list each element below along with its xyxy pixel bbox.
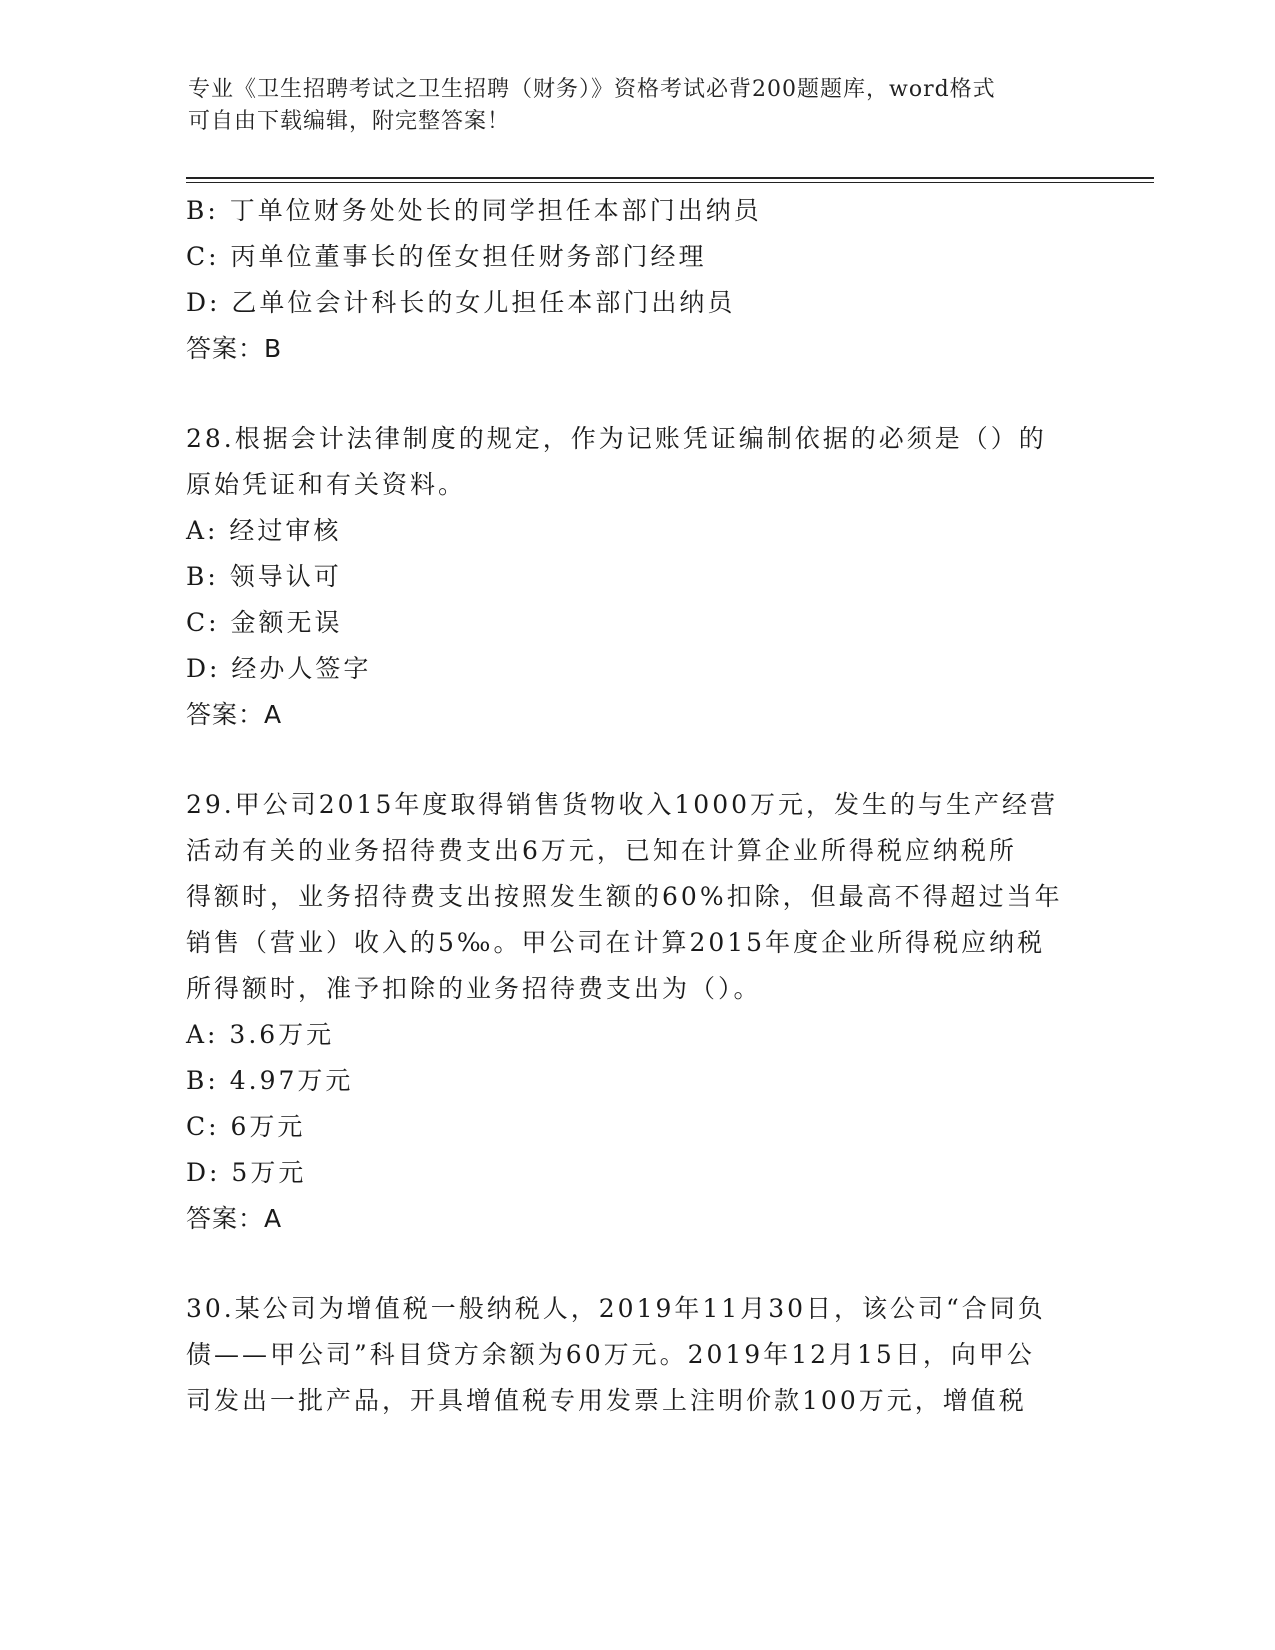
question-spacer	[186, 372, 1086, 416]
question-stem-line: 原始凭证和有关资料。	[186, 470, 467, 499]
header-divider-thin	[186, 182, 1154, 183]
question-27-tail	[186, 188, 1086, 372]
question-30	[186, 1286, 1086, 1424]
option-a: A: 经过审核	[186, 516, 342, 545]
option-d: D: 乙单位会计科长的女儿担任本部门出纳员	[186, 288, 736, 317]
question-spacer	[186, 1242, 1086, 1286]
option-b: B: 丁单位财务处处长的同学担任本部门出纳员	[186, 196, 762, 225]
header-line-1: 专业《卫生招聘考试之卫生招聘（财务）》资格考试必背200题题库，word格式	[188, 77, 996, 102]
question-stem-line: 债——甲公司”科目贷方余额为60万元。2019年12月15日，向甲公	[186, 1340, 1035, 1369]
option-d: D: 经办人签字	[186, 654, 372, 683]
option-b: B: 领导认可	[186, 562, 342, 591]
option-c: C: 金额无误	[186, 608, 343, 637]
document-header	[188, 74, 1068, 138]
question-stem-line: 29.甲公司2015年度取得销售货物收入1000万元，发生的与生产经营	[186, 790, 1059, 819]
answer-line: 答案：A	[186, 700, 283, 729]
answer-line: 答案：A	[186, 1204, 283, 1233]
question-stem-line: 30.某公司为增值税一般纳税人，2019年11月30日，该公司“合同负	[186, 1294, 1046, 1323]
header-divider-thick	[186, 177, 1154, 179]
option-a: A: 3.6万元	[186, 1020, 335, 1049]
question-stem-line: 所得额时，准予扣除的业务招待费支出为（）。	[186, 974, 762, 1003]
option-c: C: 6万元	[186, 1112, 306, 1141]
question-spacer	[186, 738, 1086, 782]
document-body	[186, 188, 1086, 1424]
option-c: C: 丙单位董事长的侄女担任财务部门经理	[186, 242, 707, 271]
question-stem-line: 28.根据会计法律制度的规定，作为记账凭证编制依据的必须是（）的	[186, 424, 1047, 453]
question-stem-line: 得额时，业务招待费支出按照发生额的60%扣除，但最高不得超过当年	[186, 882, 1063, 911]
question-29	[186, 782, 1086, 1242]
option-d: D: 5万元	[186, 1158, 307, 1187]
option-b: B: 4.97万元	[186, 1066, 354, 1095]
question-stem-line: 销售（营业）收入的5‰。甲公司在计算2015年度企业所得税应纳税	[186, 928, 1046, 957]
question-stem-line: 司发出一批产品，开具增值税专用发票上注明价款100万元，增值税	[186, 1386, 1027, 1415]
header-line-2: 可自由下载编辑，附完整答案！	[188, 109, 511, 134]
question-28	[186, 416, 1086, 738]
question-stem-line: 活动有关的业务招待费支出6万元，已知在计算企业所得税应纳税所	[186, 836, 1017, 865]
answer-line: 答案：B	[186, 334, 283, 363]
